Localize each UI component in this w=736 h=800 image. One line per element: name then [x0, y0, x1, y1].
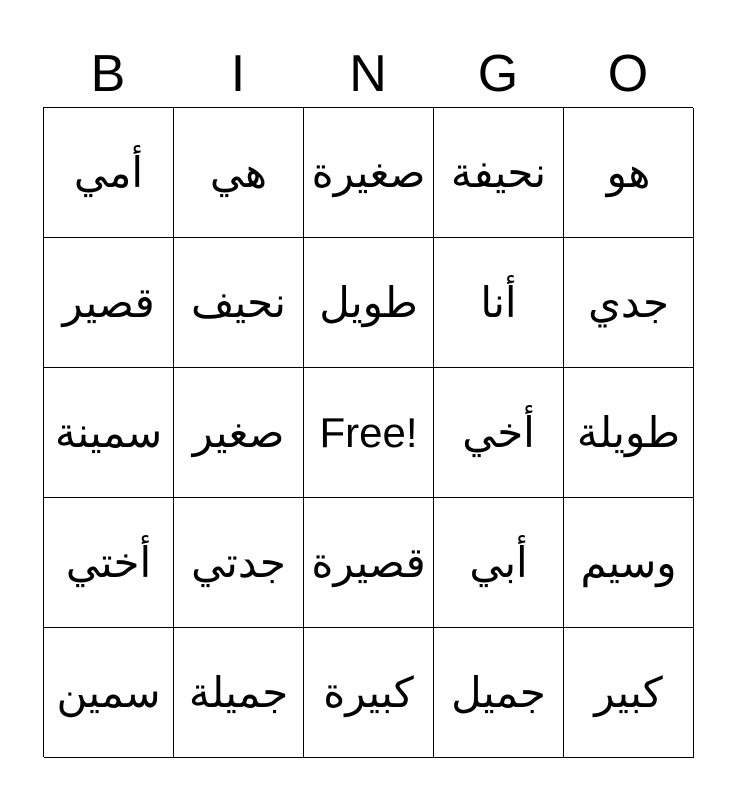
bingo-cell[interactable]: وسيم	[564, 498, 694, 628]
bingo-cell[interactable]: صغير	[174, 368, 304, 498]
header-letter-n: N	[349, 45, 387, 103]
bingo-cell[interactable]: قصير	[44, 238, 174, 368]
bingo-cell[interactable]: هي	[174, 108, 304, 238]
free-space-cell[interactable]: Free!	[304, 368, 434, 498]
header-letter-o: O	[607, 45, 649, 103]
bingo-cell[interactable]: قصيرة	[304, 498, 434, 628]
bingo-cell[interactable]: جدتي	[174, 498, 304, 628]
bingo-cell[interactable]: أختي	[44, 498, 174, 628]
bingo-cell[interactable]: صغيرة	[304, 108, 434, 238]
header-letter-b: B	[90, 45, 126, 103]
bingo-cell[interactable]: أخي	[434, 368, 564, 498]
header-letter-i: I	[230, 45, 246, 103]
bingo-cell[interactable]: نحيفة	[434, 108, 564, 238]
bingo-cell[interactable]: كبير	[564, 628, 694, 758]
bingo-cell[interactable]: سمين	[44, 628, 174, 758]
bingo-cell[interactable]: نحيف	[174, 238, 304, 368]
bingo-cell[interactable]: كبيرة	[304, 628, 434, 758]
bingo-header	[43, 40, 693, 108]
bingo-cell[interactable]: أبي	[434, 498, 564, 628]
bingo-cell[interactable]: طويلة	[564, 368, 694, 498]
bingo-cell[interactable]: جميلة	[174, 628, 304, 758]
header-letter-g: G	[477, 45, 519, 103]
bingo-cell[interactable]: سمينة	[44, 368, 174, 498]
bingo-cell[interactable]: أنا	[434, 238, 564, 368]
bingo-board	[43, 107, 693, 757]
bingo-cell[interactable]: أمي	[44, 108, 174, 238]
bingo-cell[interactable]: جميل	[434, 628, 564, 758]
bingo-cell[interactable]: هو	[564, 108, 694, 238]
bingo-cell[interactable]: طويل	[304, 238, 434, 368]
bingo-cell[interactable]: جدي	[564, 238, 694, 368]
